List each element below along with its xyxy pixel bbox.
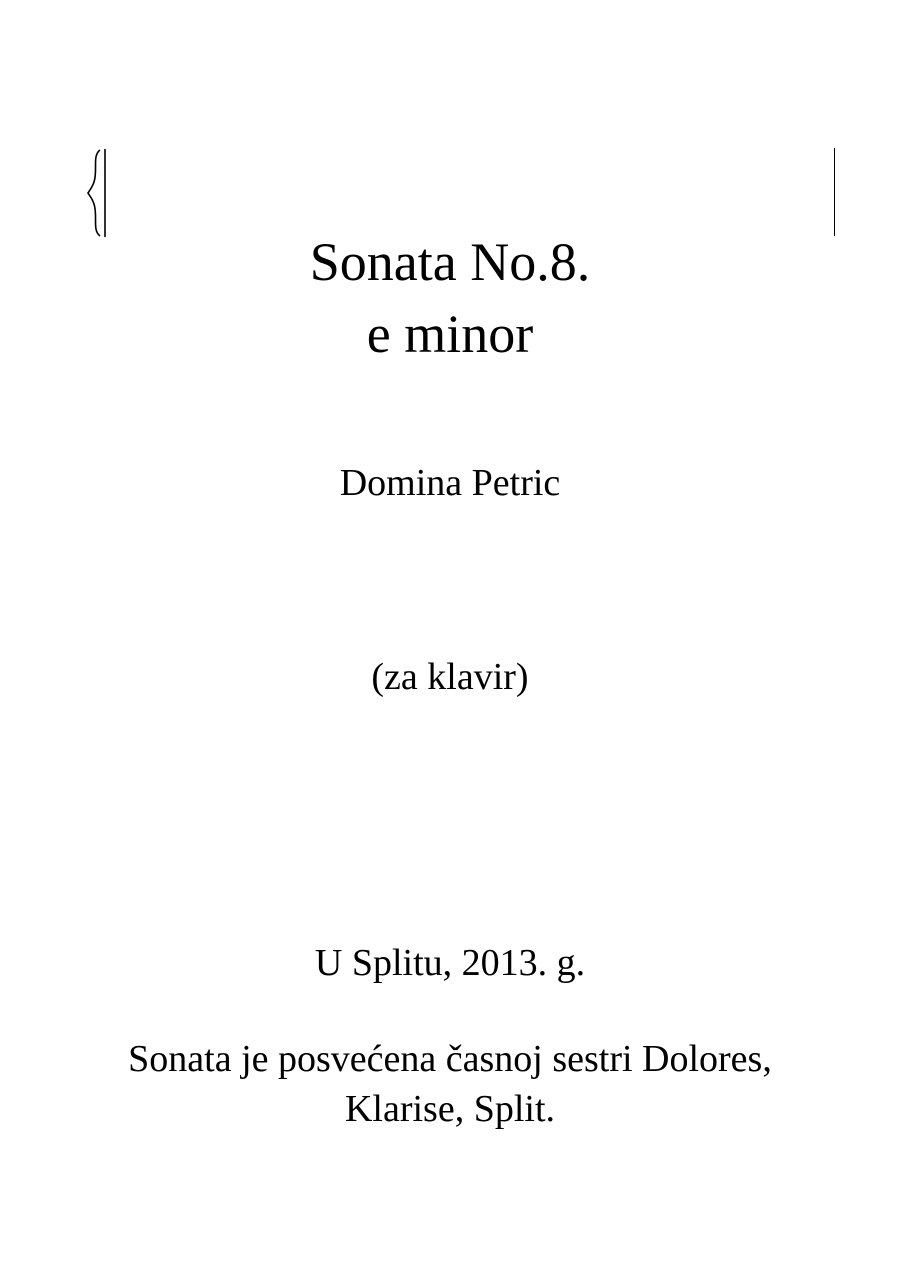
staff-barline (834, 148, 835, 236)
composer-name: Domina Petric (339, 462, 561, 504)
title-line-2: e minor (366, 304, 534, 364)
dedication (0, 1034, 900, 1134)
dedication-line-2: Klarise, Split. (344, 1088, 556, 1130)
title-line-1: Sonata No.8. (309, 232, 591, 292)
staff-brace-icon (86, 148, 108, 238)
instrument-note: (za klavir) (371, 656, 529, 698)
place-date: U Splitu, 2013. g. (314, 942, 586, 984)
dedication-line-1: Sonata je posvećena časnoj sestri Dolores, (128, 1038, 772, 1080)
